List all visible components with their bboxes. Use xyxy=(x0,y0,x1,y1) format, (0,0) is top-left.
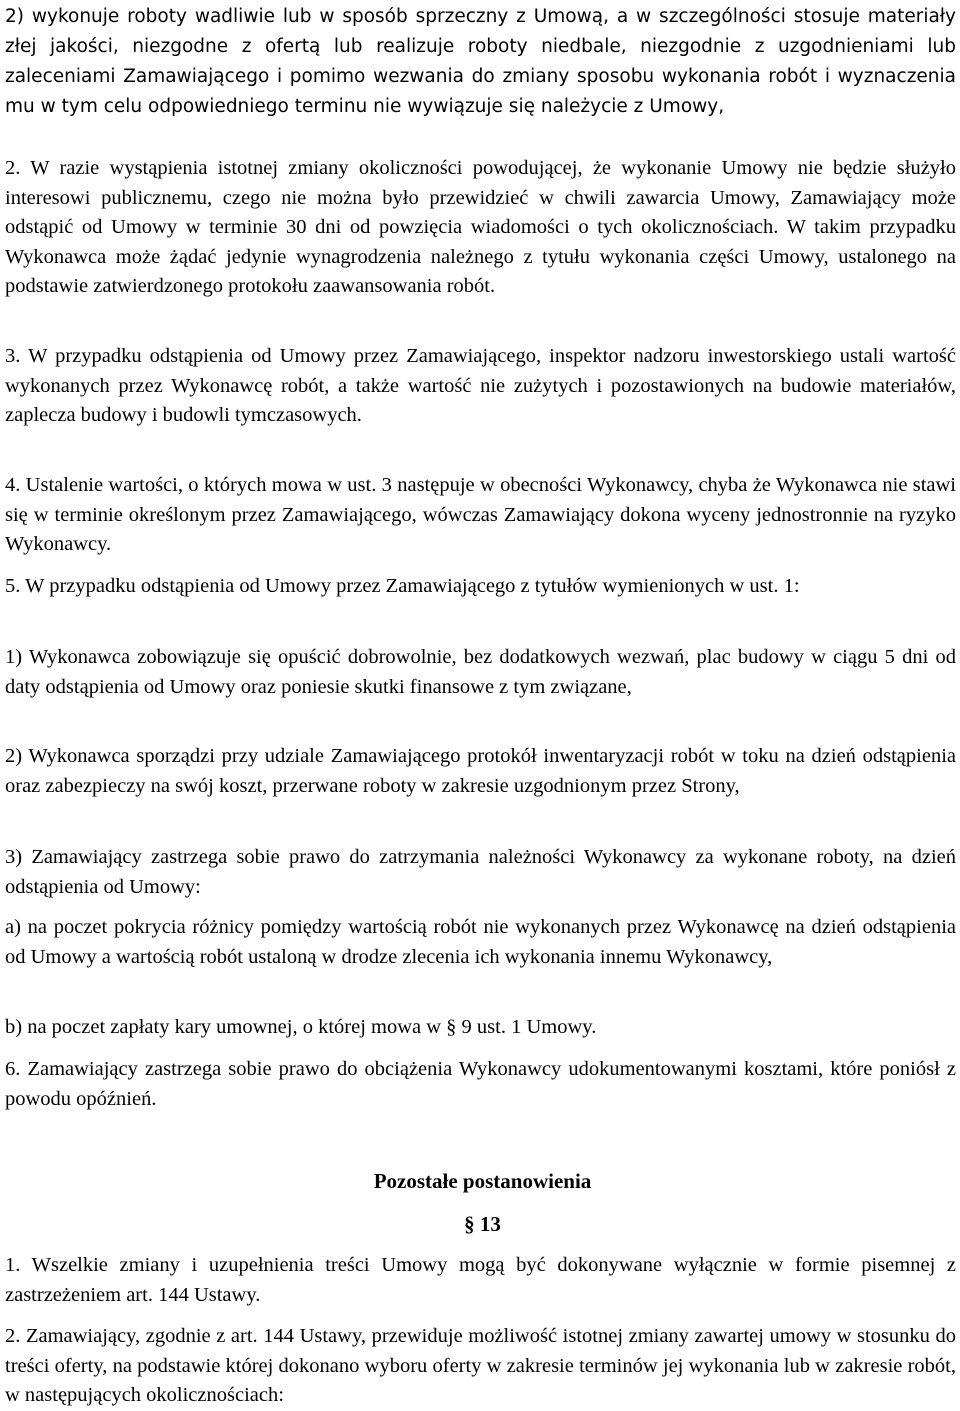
paragraph-5: 5. W przypadku odstąpienia od Umowy przez Zamawiającego z tytułów wymienionych w ust. 1: xyxy=(5,575,800,597)
paragraph-13-1: 1. Wszelkie zmiany i uzupełnienia treści Umowy mogą być dokonywane wyłącznie w formie pisemnej z zastrzeżeniem art. 144 Ustawy. xyxy=(5,1254,956,1306)
paragraph-3: 3. W przypadku odstąpienia od Umowy przez Zamawiającego, inspektor nadzoru inwestorskiego ustali wartość wykonanych przez Wykonawcę robót, a także wartość nie zużytych i pozostawionych na budowie materiałów, zaplecza budowy i budowli tymczasowych. xyxy=(5,345,956,426)
section-title: Pozostałe postanowienia xyxy=(373,1169,592,1193)
paragraph-2: 2. W razie wystąpienia istotnej zmiany okoliczności powodującej, że wykonanie Umowy nie będzie służyło interesowi publicznemu, czego nie można było przewidzieć w chwili zawarcia Umowy, Zamawiający może odstąpić od Umowy w terminie 30 dni od powzięcia wiadomości o tych okolicznościach. W takim przypadku Wykonawca może żądać jedynie wynagrodzenia należnego z tytułu wykonania części Umowy, ustalonego na podstawie zatwierdzonego protokołu zaawansowania robót. xyxy=(5,157,956,297)
paragraph-5-item-3-b: b) na poczet zapłaty kary umownej, o której mowa w § 9 ust. 1 Umowy. xyxy=(5,1016,597,1038)
paragraph-4: 4. Ustalenie wartości, o których mowa w ust. 3 następuje w obecności Wykonawcy, chyba że Wykonawca nie stawi się w terminie określonym przez Zamawiającego, wówczas Zamawiający dokona wyceny jednostronnie na ryzyko Wykonawcy. xyxy=(5,474,956,555)
paragraph-13-2: 2. Zamawiający, zgodnie z art. 144 Ustawy, przewiduje możliwość istotnej zmiany zawartej umowy w stosunku do treści oferty, na podstawie której dokonano wyboru oferty w zakresie terminów jej wykonania lub w zakresie robót, w następujących okolicznościach: xyxy=(5,1325,956,1406)
section-number: § 13 xyxy=(464,1212,501,1236)
paragraph-5-item-3: 3) Zamawiający zastrzega sobie prawo do zatrzymania należności Wykonawcy za wykonane roboty, na dzień odstąpienia od Umowy: xyxy=(5,846,956,898)
paragraph-5-item-3-a: a) na poczet pokrycia różnicy pomiędzy wartością robót nie wykonanych przez Wykonawcę na dzień odstąpienia od Umowy a wartością robót ustaloną w drodze zlecenia ich wykonania innemu Wykonawcy, xyxy=(5,916,956,968)
paragraph-5-item-1: 1) Wykonawca zobowiązuje się opuścić dobrowolnie, bez dodatkowych wezwań, plac budowy w ciągu 5 dni od daty odstąpienia od Umowy oraz poniesie skutki finansowe z tym związane, xyxy=(5,646,956,698)
paragraph-5-item-2: 2) Wykonawca sporządzi przy udziale Zamawiającego protokół inwentaryzacji robót w toku na dzień odstąpienia oraz zabezpieczy na swój koszt, przerwane roboty w zakresie uzgodnionym przez Strony, xyxy=(5,745,956,797)
paragraph-6: 6. Zamawiający zastrzega sobie prawo do obciążenia Wykonawcy udokumentowanymi kosztami, które poniósł z powodu opóźnień. xyxy=(5,1058,956,1110)
paragraph-item-2: 2) wykonuje roboty wadliwie lub w sposób sprzeczny z Umową, a w szczególności stosuje materiały złej jakości, niezgodne z ofertą lub realizuje roboty niedbale, niezgodnie z uzgodnieniami lub zaleceniami Zamawiającego i pomimo wezwania do zmiany sposobu wykonania robót i wyznaczenia mu w tym celu odpowiedniego terminu nie wywiązuje się należycie z Umowy, xyxy=(5,6,956,117)
